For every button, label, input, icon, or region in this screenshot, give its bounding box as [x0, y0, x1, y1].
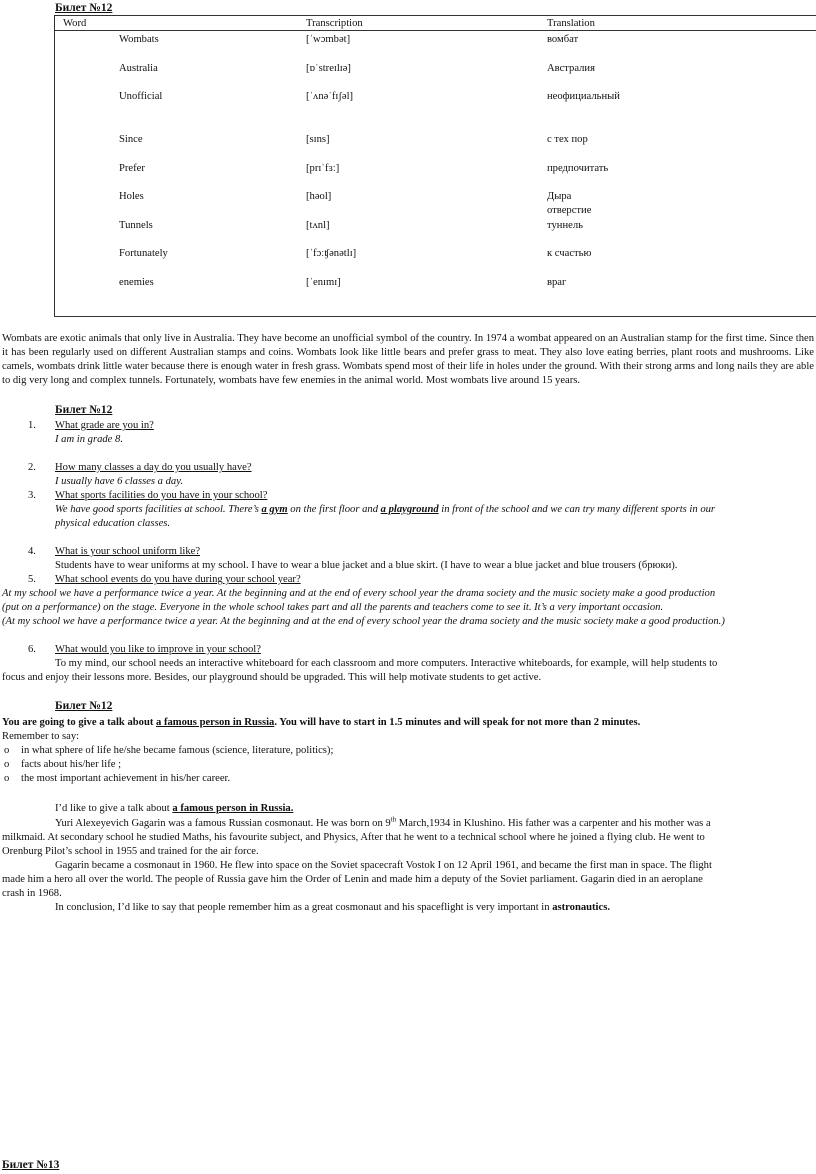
- talk-paragraph-1: Yuri Alexeyevich Gagarin was a famous Russian cosmonaut. He was born on 9th March,1934 in Klushino. His father was a carpenter and his mother was a: [55, 815, 711, 829]
- task-bullet: in what sphere of life he/she became famous (science, literature, politics);: [21, 745, 334, 756]
- question-1: What grade are you in?: [55, 420, 154, 431]
- vocab-word: Unofficial: [119, 91, 163, 102]
- ticket-heading: Билет №12: [55, 404, 113, 416]
- vocab-word: enemies: [119, 277, 154, 288]
- vocab-transcription: [ˈfɔːʧənətlɪ]: [306, 248, 357, 259]
- answer-5-continued: (put on a performance) on the stage. Everyone in the whole school takes part and all the parents and teachers come to see it. It’s a very important occasion.: [2, 602, 664, 613]
- question-number: 5.: [28, 574, 36, 585]
- vocab-word: Australia: [119, 63, 158, 74]
- vocab-translation: с тех пор: [547, 134, 588, 145]
- ticket-heading: Билет №12: [55, 700, 113, 712]
- talk-paragraph-2-continued: crash in 1968.: [2, 888, 62, 899]
- vocab-word: Prefer: [119, 163, 145, 174]
- vocab-word: Fortunately: [119, 248, 168, 259]
- answer-5-alternative: (At my school we have a performance twice a year. At the beginning and at the end of every school year the drama society and the music society make a good production.): [2, 616, 725, 627]
- vocab-transcription: [ˈʌnəˈfɪʃəl]: [306, 91, 354, 102]
- vocab-translation: Дыра отверстие: [547, 191, 592, 216]
- bullet-marker: o: [4, 773, 10, 784]
- question-number: 6.: [28, 644, 36, 655]
- vocab-translation: вомбат: [547, 34, 579, 45]
- question-2: How many classes a day do you usually have?: [55, 462, 252, 473]
- question-5: What school events do you have during your school year?: [55, 574, 301, 585]
- answer-1: I am in grade 8.: [55, 434, 123, 445]
- answer-2: I usually have 6 classes a day.: [55, 476, 183, 487]
- question-number: 4.: [28, 546, 36, 557]
- vocab-transcription: [ˈenɪmɪ]: [306, 277, 341, 288]
- answer-6: To my mind, our school needs an interactive whiteboard for each classroom and more computers. Interactive whiteboards, for example, will help students to: [55, 658, 718, 669]
- vocab-transcription: [sɪns]: [306, 134, 330, 145]
- header-translation: Translation: [547, 18, 595, 29]
- question-4: What is your school uniform like?: [55, 546, 201, 557]
- ticket-heading: Билет №13: [2, 1159, 60, 1171]
- wombat-paragraph: Wombats are exotic animals that only live in Australia. They have become an unofficial symbol of the country. In 1974 a wombat appeared on an Australian stamp for the first time. Since then it has been regularly used on different Australian stamps and coins. Wombats look like little bears and prefer grass to meat. They also love eating berries, plant roots and mushrooms. Like camels, wombats drink little water because there is enough water in fresh grass. Wombats spend most of their life in holes under the ground. With their strong arms and long nails they are able to dig very long and complex tunnels. Fortunately, wombats have few enemies in the animal world. Most wombats live around 15 years.: [2, 333, 814, 386]
- task-bullet: facts about his/her life ;: [21, 759, 122, 770]
- vocab-translation: предпочитать: [547, 163, 609, 174]
- question-number: 3.: [28, 490, 36, 501]
- header-divider: [55, 30, 816, 31]
- vocab-word: Holes: [119, 191, 144, 202]
- vocab-translation: к счастью: [547, 248, 592, 259]
- talk-paragraph-2: Gagarin became a cosmonaut in 1960. He flew into space on the Soviet spacecraft Vostok I on 12 April 1961, and became the first man in space. The flight: [55, 860, 712, 871]
- answer-5: At my school we have a performance twice a year. At the beginning and at the end of every school year the drama society and the music society make a good production: [2, 588, 716, 599]
- question-number: 1.: [28, 420, 36, 431]
- vocab-transcription: [ɒˈstreɪlɪə]: [306, 63, 351, 74]
- talk-paragraph-1-continued: Orenburg Pilot’s school in 1955 and trained for the air force.: [2, 846, 259, 857]
- vocab-transcription: [ˈwɔmbət]: [306, 34, 351, 45]
- answer-4: Students have to wear uniforms at my school. I have to wear a blue jacket and a blue skirt. (I have to wear a blue jacket and blue trousers (брюки).: [55, 560, 678, 571]
- talk-paragraph-2-continued: made him a hero all over the world. The people of Russia gave him the Order of Lenin and made him a deputy of the Soviet parliament. Gagarin died in an aeroplane: [2, 874, 703, 885]
- talk-conclusion: In conclusion, I’d like to say that people remember him as a great cosmonaut and his spaceflight is very important in astronautics.: [55, 902, 610, 913]
- ticket-heading: Билет №12: [55, 2, 113, 14]
- task-bullet: the most important achievement in his/her career.: [21, 773, 231, 784]
- talk-paragraph-1-continued: milkmaid. At secondary school he studied Maths, his favourite subject, and Physics, After that he went to a technical school where he joined a flying club. He went to: [2, 832, 705, 843]
- vocab-transcription: [prɪˈfɜː]: [306, 163, 340, 174]
- question-3: What sports facilities do you have in your school?: [55, 490, 268, 501]
- vocab-word: Tunnels: [119, 220, 153, 231]
- vocab-transcription: [həol]: [306, 191, 332, 202]
- vocab-translation: неофициальный: [547, 91, 620, 102]
- answer-6-continued: focus and enjoy their lessons more. Besides, our playground should be upgraded. This will help motivate students to get active.: [2, 672, 542, 683]
- bullet-marker: o: [4, 745, 10, 756]
- vocab-translation: враг: [547, 277, 567, 288]
- task-instructions: You are going to give a talk about a famous person in Russia. You will have to start in 1.5 minutes and will speak for not more than 2 minutes.: [2, 717, 641, 728]
- answer-3: We have good sports facilities at school. There’s a gym on the first floor and a playground in front of the school and we can try many different sports in our: [55, 504, 716, 515]
- talk-intro: I’d like to give a talk about a famous person in Russia.: [55, 803, 294, 814]
- vocab-word: Wombats: [119, 34, 159, 45]
- vocab-translation: Австралия: [547, 63, 595, 74]
- answer-3-continued: physical education classes.: [55, 518, 171, 529]
- header-transcription: Transcription: [306, 18, 363, 29]
- remember-label: Remember to say:: [2, 731, 80, 742]
- vocab-translation: туннель: [547, 220, 583, 231]
- question-number: 2.: [28, 462, 36, 473]
- question-6: What would you like to improve in your school?: [55, 644, 261, 655]
- header-word: Word: [63, 18, 87, 29]
- vocab-word: Since: [119, 134, 143, 145]
- vocabulary-table: [54, 15, 816, 317]
- bullet-marker: o: [4, 759, 10, 770]
- vocab-transcription: [tʌnl]: [306, 220, 330, 231]
